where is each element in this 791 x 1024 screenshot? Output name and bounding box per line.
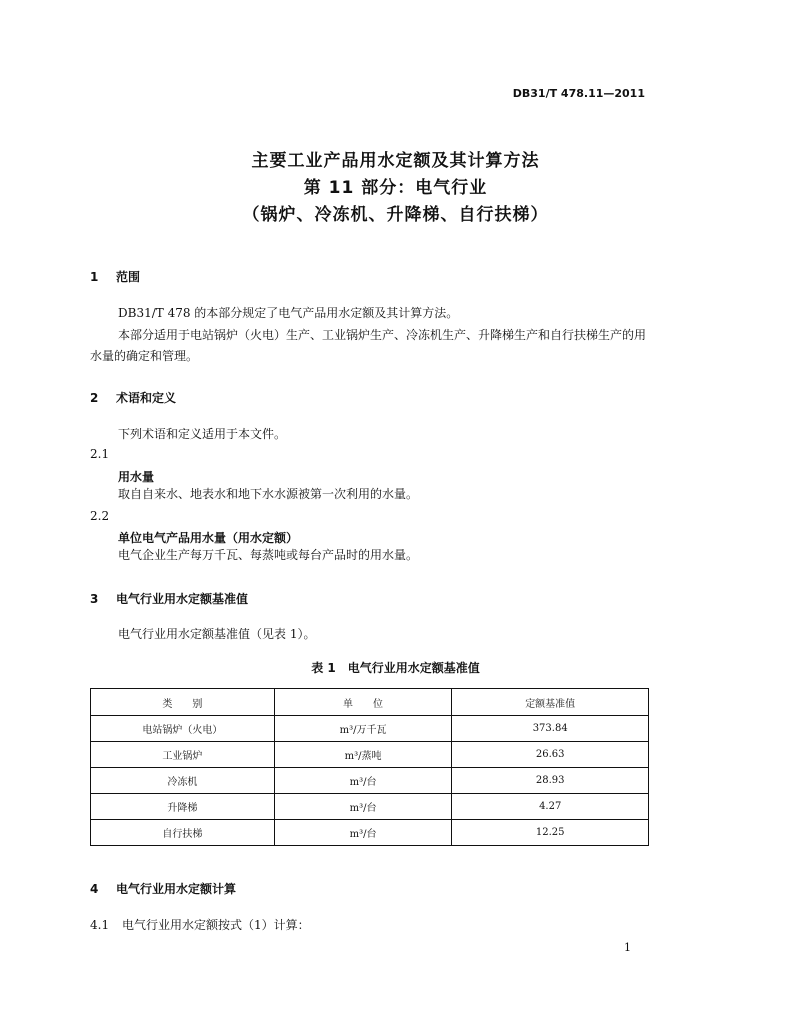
quota-table xyxy=(90,688,649,846)
cell-unit: m³/台 xyxy=(274,820,452,846)
cell-value: 4.27 xyxy=(452,794,649,820)
cell-category: 升降梯 xyxy=(91,794,275,820)
section-title: 电气行业用水定额基准值 xyxy=(116,592,249,606)
cell-value: 12.25 xyxy=(452,820,649,846)
document-title xyxy=(0,148,791,229)
subsection-number: 4.1 xyxy=(90,918,110,932)
cell-unit: m³/蒸吨 xyxy=(274,742,452,768)
standard-code: DB31/T 478.11—2011 xyxy=(512,87,645,100)
section-number: 3 xyxy=(90,592,99,606)
term-2-1-number: 2.1 xyxy=(90,447,110,461)
section-3-paragraph: 电气行业用水定额基准值（见表 1）。 xyxy=(118,627,316,641)
title-line-3: （锅炉、冷冻机、升降梯、自行扶梯） xyxy=(242,205,549,225)
table-row xyxy=(91,820,649,846)
term-2-1-name: 用水量 xyxy=(118,470,155,484)
header-unit: 单 位 xyxy=(274,689,452,716)
term-2-1-definition: 取自自来水、地表水和地下水水源被第一次利用的水量。 xyxy=(118,487,419,501)
section-4-heading xyxy=(90,880,236,897)
header-category: 类 别 xyxy=(91,689,275,716)
table-row xyxy=(91,794,649,820)
section-4-1-line xyxy=(90,915,310,936)
cell-value: 373.84 xyxy=(452,716,649,742)
term-2-2-number: 2.2 xyxy=(90,509,110,523)
section-number: 2 xyxy=(90,391,99,405)
section-3-heading xyxy=(90,590,248,607)
table-row xyxy=(91,716,649,742)
cell-category: 电站锅炉（火电） xyxy=(91,716,275,742)
table-caption: 表 1 电气行业用水定额基准值 xyxy=(311,661,480,675)
section-title: 术语和定义 xyxy=(116,391,177,405)
table-row xyxy=(91,768,649,794)
section-number: 4 xyxy=(90,882,99,896)
table-row xyxy=(91,742,649,768)
section-title: 范围 xyxy=(116,270,141,284)
cell-category: 自行扶梯 xyxy=(91,820,275,846)
cell-value: 28.93 xyxy=(452,768,649,794)
section-number: 1 xyxy=(90,270,99,284)
title-line-1: 主要工业产品用水定额及其计算方法 xyxy=(251,151,540,171)
subsection-text: 电气行业用水定额按式（1）计算： xyxy=(122,918,310,932)
cell-value: 26.63 xyxy=(452,742,649,768)
section-title: 电气行业用水定额计算 xyxy=(116,882,237,896)
term-2-2-name: 单位电气产品用水量（用水定额） xyxy=(118,531,299,545)
cell-unit: m³/台 xyxy=(274,768,452,794)
term-2-2-definition: 电气企业生产每万千瓦、每蒸吨或每台产品时的用水量。 xyxy=(118,548,419,562)
page-number: 1 xyxy=(624,941,631,954)
header-quota-value: 定额基准值 xyxy=(452,689,649,716)
cell-category: 冷冻机 xyxy=(91,768,275,794)
section-1-paragraph-1: DB31/T 478 的本部分规定了电气产品用水定额及其计算方法。 xyxy=(118,306,459,320)
cell-unit: m³/万千瓦 xyxy=(274,716,452,742)
section-2-heading xyxy=(90,389,176,406)
section-2-intro: 下列术语和定义适用于本文件。 xyxy=(118,427,287,441)
cell-unit: m³/台 xyxy=(274,794,452,820)
title-line-2: 第 11 部分：电气行业 xyxy=(303,178,488,198)
section-1-heading xyxy=(90,268,140,285)
section-1-paragraph-2-line-2: 水量的确定和管理。 xyxy=(90,349,199,363)
table-header-row xyxy=(91,689,649,716)
section-1-paragraph-2-line-1: 本部分适用于电站锅炉（火电）生产、工业锅炉生产、冷冻机生产、升降梯生产和自行扶梯生产的用 xyxy=(118,328,647,342)
cell-category: 工业锅炉 xyxy=(91,742,275,768)
